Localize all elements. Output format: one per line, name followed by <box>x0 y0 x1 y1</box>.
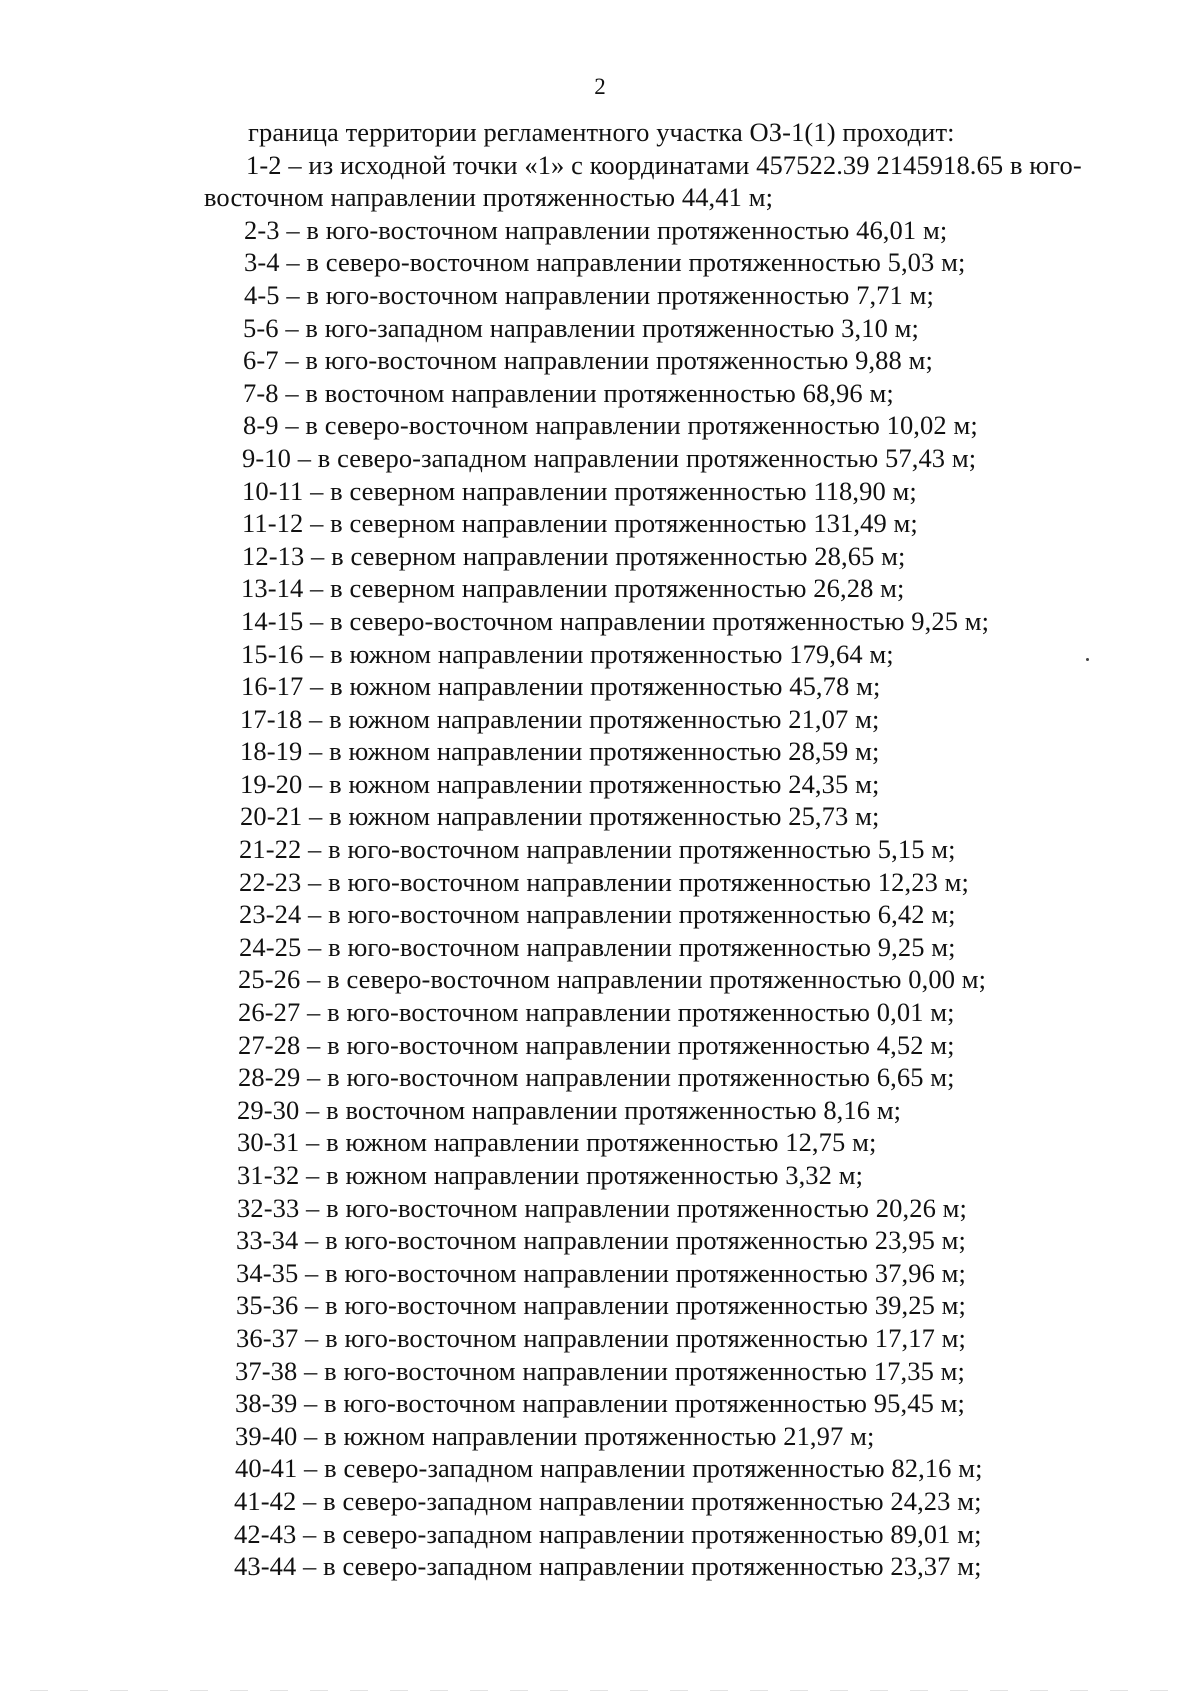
segment-line: 38-39 – в юго-восточном направлении протяженностью 95,45 м; <box>235 1388 965 1419</box>
segment-line: 16-17 – в южном направлении протяженностью 45,78 м; <box>241 671 881 702</box>
segment-line: 17-18 – в южном направлении протяженностью 21,07 м; <box>240 703 880 734</box>
segment-line: 36-37 – в юго-восточном направлении протяженностью 17,17 м; <box>236 1322 966 1353</box>
segment-1-2-line-2: восточном направлении протяженностью 44,41 м; <box>204 182 774 213</box>
segment-line: 13-14 – в северном направлении протяженностью 26,28 м; <box>241 573 905 604</box>
segment-line: 8-9 – в северо-восточном направлении протяженностью 10,02 м; <box>243 410 978 441</box>
segment-line: 7-8 – в восточном направлении протяженностью 68,96 м; <box>243 377 894 408</box>
segment-line: 12-13 – в северном направлении протяженностью 28,65 м; <box>242 540 906 571</box>
segment-line: 22-23 – в юго-восточном направлении протяженностью 12,23 м; <box>239 866 969 897</box>
segment-line: 6-7 – в юго-восточном направлении протяженностью 9,88 м; <box>243 345 933 376</box>
segment-line: 11-12 – в северном направлении протяженностью 131,49 м; <box>242 508 918 539</box>
scan-speck <box>1086 658 1089 661</box>
segment-line: 3-4 – в северо-восточном направлении протяженностью 5,03 м; <box>244 247 966 278</box>
intro-line: граница территории регламентного участка ОЗ-1(1) проходит: <box>248 117 955 147</box>
segment-line: 35-36 – в юго-восточном направлении протяженностью 39,25 м; <box>236 1290 966 1321</box>
segment-line: 21-22 – в юго-восточном направлении протяженностью 5,15 м; <box>239 834 956 865</box>
segment-line: 10-11 – в северном направлении протяженностью 118,90 м; <box>242 475 917 506</box>
segment-line: 31-32 – в южном направлении протяженностью 3,32 м; <box>237 1160 864 1190</box>
segment-line: 25-26 – в северо-восточном направлении протяженностью 0,00 м; <box>238 964 987 995</box>
segment-line: 41-42 – в северо-западном направлении протяженностью 24,23 м; <box>234 1485 982 1516</box>
segment-line: 33-34 – в юго-восточном направлении протяженностью 23,95 м; <box>236 1225 966 1256</box>
segment-line: 29-30 – в восточном направлении протяженностью 8,16 м; <box>237 1094 902 1125</box>
segment-line: 34-35 – в юго-восточном направлении протяженностью 37,96 м; <box>236 1257 966 1288</box>
page-number: 2 <box>594 74 606 99</box>
boundary-description <box>204 116 1144 1583</box>
segment-list <box>204 214 1144 1583</box>
segment-line: 24-25 – в юго-восточном направлении протяженностью 9,25 м; <box>239 931 956 962</box>
segment-line: 26-27 – в юго-восточном направлении протяженностью 0,01 м; <box>238 997 955 1028</box>
segment-line: 27-28 – в юго-восточном направлении протяженностью 4,52 м; <box>238 1029 955 1060</box>
segment-line: 42-43 – в северо-западном направлении протяженностью 89,01 м; <box>234 1518 982 1549</box>
segment-line: 30-31 – в южном направлении протяженностью 12,75 м; <box>237 1127 877 1158</box>
segment-line: 40-41 – в северо-западном направлении протяженностью 82,16 м; <box>235 1453 983 1484</box>
segment-line: 20-21 – в южном направлении протяженностью 25,73 м; <box>240 801 880 832</box>
segment-line: 15-16 – в южном направлении протяженностью 179,64 м; <box>241 638 894 669</box>
segment-line: 5-6 – в юго-западном направлении протяженностью 3,10 м; <box>243 312 920 343</box>
segment-line: 37-38 – в юго-восточном направлении протяженностью 17,35 м; <box>235 1355 965 1386</box>
segment-line: 19-20 – в южном направлении протяженностью 24,35 м; <box>240 768 880 799</box>
segment-line: 14-15 – в северо-восточном направлении протяженностью 9,25 м; <box>241 605 990 636</box>
segment-line: 2-3 – в юго-восточном направлении протяженностью 46,01 м; <box>244 214 948 245</box>
segment-line: 39-40 – в южном направлении протяженностью 21,97 м; <box>235 1420 875 1451</box>
segment-line: 4-5 – в юго-восточном направлении протяженностью 7,71 м; <box>244 279 934 310</box>
scan-artifact-line <box>30 1690 1170 1691</box>
segment-line: 18-19 – в южном направлении протяженностью 28,59 м; <box>240 736 880 767</box>
segment-1-2-line-1: 1-2 – из исходной точки «1» с координатами 457522.39 2145918.65 в юго- <box>246 149 1082 180</box>
segment-line: 43-44 – в северо-западном направлении протяженностью 23,37 м; <box>234 1551 982 1582</box>
segment-line: 9-10 – в северо-западном направлении протяженностью 57,43 м; <box>242 442 977 473</box>
segment-line: 23-24 – в юго-восточном направлении протяженностью 6,42 м; <box>239 899 956 930</box>
segment-line: 28-29 – в юго-восточном направлении протяженностью 6,65 м; <box>238 1062 955 1093</box>
segment-line: 32-33 – в юго-восточном направлении протяженностью 20,26 м; <box>237 1192 967 1223</box>
